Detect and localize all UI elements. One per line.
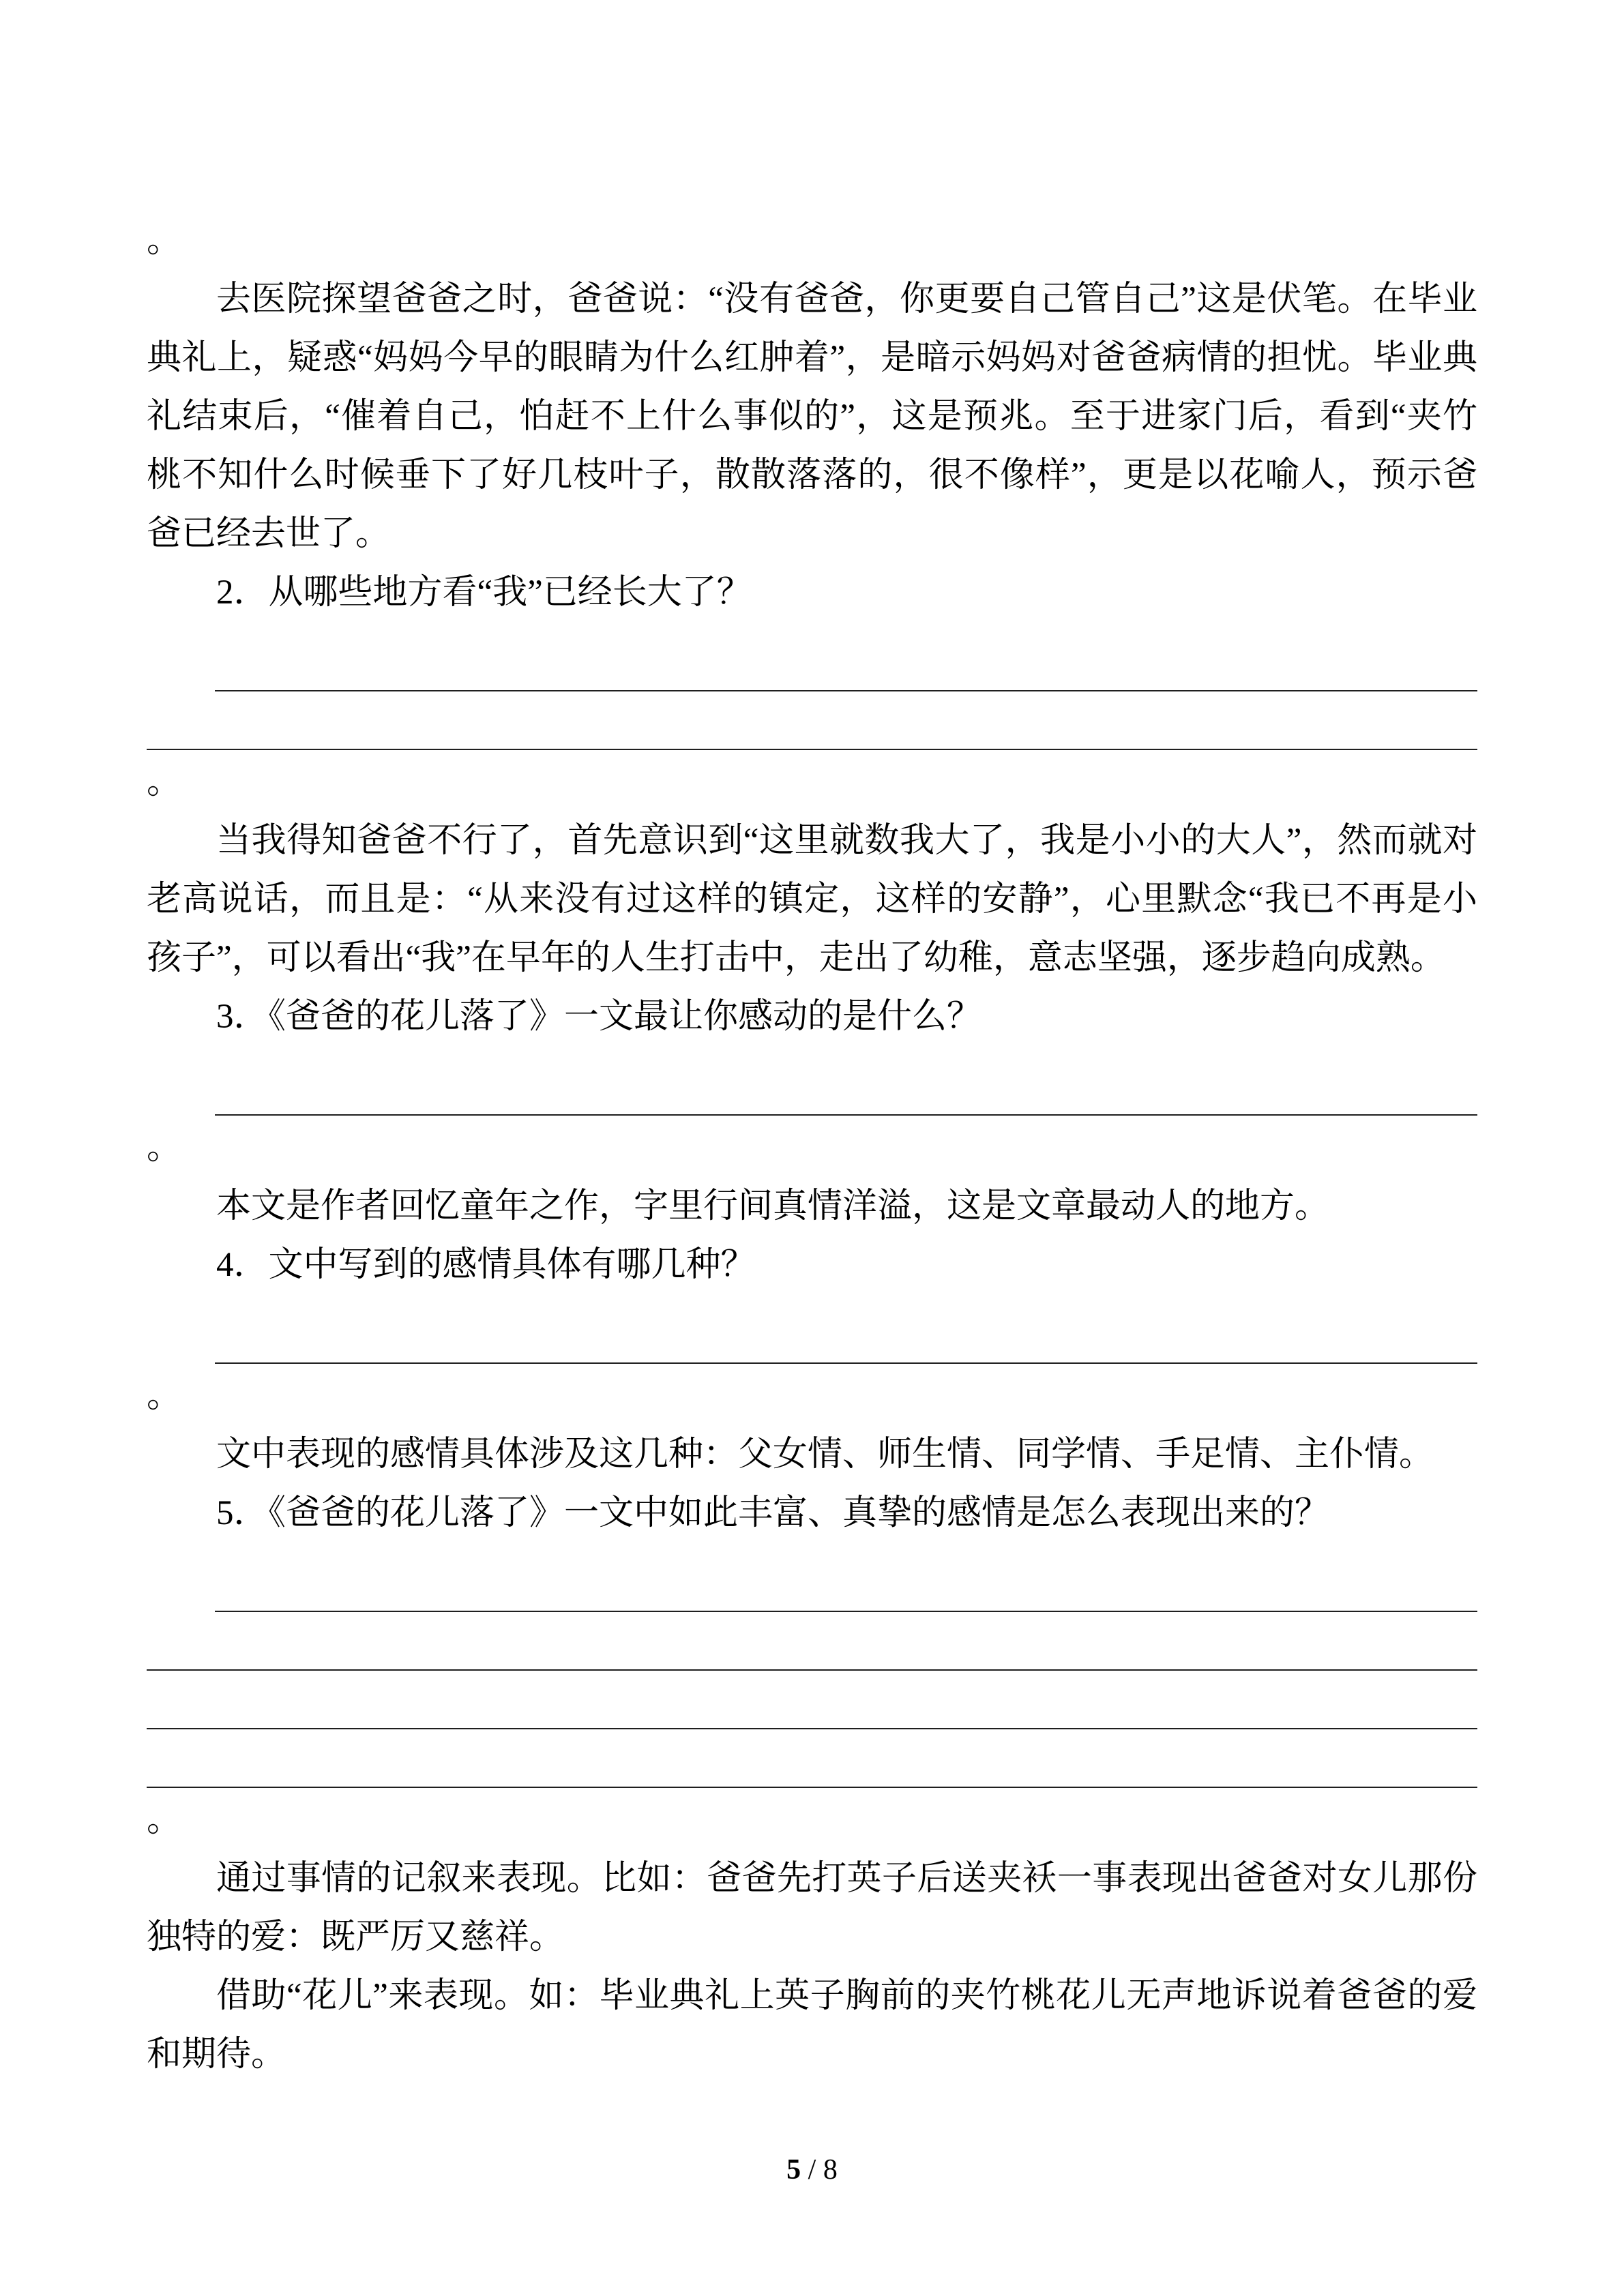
answer-line	[147, 1612, 1477, 1671]
question-5: 5．《爸爸的花儿落了》一文中如此丰富、真挚的感情是怎么表现出来的？	[216, 1494, 1330, 1532]
answer-line	[215, 1057, 1477, 1116]
answer-line	[215, 1305, 1477, 1364]
answer-paragraph-5b: 借助“花儿”来表现。如：毕业典礼上英子胸前的夹竹桃花儿无声地诉说着爸爸的爱和期待。	[147, 1977, 1477, 2074]
page-number-total: 8	[823, 2154, 838, 2186]
question-4: 4．文中写到的感情具体有哪几种？	[216, 1246, 756, 1284]
answer-paragraph-3: 本文是作者回忆童年之作，字里行间真情洋溢，这是文章最动人的地方。	[216, 1187, 1330, 1225]
question-2: 2．从哪些地方看“我”已经长大了？	[216, 573, 752, 612]
orphan-period: 。	[147, 1801, 182, 1839]
answer-paragraph-4: 文中表现的感情具体涉及这几种：父女情、师生情、同学情、手足情、主仆情。	[216, 1435, 1434, 1474]
answer-blank-group-q5	[147, 1553, 1477, 1788]
orphan-period: 。	[147, 763, 182, 801]
orphan-period: 。	[147, 1129, 182, 1167]
answer-blank-group-q2	[147, 633, 1477, 750]
answer-line	[147, 1729, 1477, 1788]
answer-paragraph-1: 去医院探望爸爸之时，爸爸说：“没有爸爸，你更要自己管自己”这是伏笔。在毕业典礼上，疑惑“妈妈今早的眼睛为什么红肿着”，是暗示妈妈对爸爸病情的担忧。毕业典礼结束后，“催着自己，怕赶不上什么事似的”，这是预兆。至于进家门后，看到“夹竹桃不知什么时候垂下了好几枝叶子，散散落落的，很不像样”，更是以花喻人，预示爸爸已经去世了。	[147, 280, 1477, 553]
answer-paragraph-5a: 通过事情的记叙来表现。比如：爸爸先打英子后送夹袄一事表现出爸爸对女儿那份独特的爱：既严厉又慈祥。	[147, 1860, 1477, 1956]
orphan-period: 。	[147, 222, 182, 260]
answer-blank-group-q3	[147, 1057, 1477, 1116]
answer-blank-group-q4	[147, 1305, 1477, 1364]
page-number-current: 5	[786, 2154, 801, 2186]
answer-line	[147, 1671, 1477, 1729]
orphan-period: 。	[147, 1377, 182, 1415]
question-3: 3．《爸爸的花儿落了》一文最让你感动的是什么？	[216, 998, 982, 1036]
answer-line	[147, 691, 1477, 750]
page-footer	[0, 2153, 1624, 2187]
answer-line	[215, 633, 1477, 691]
answer-line	[215, 1553, 1477, 1612]
page-number-separator: /	[801, 2154, 823, 2186]
answer-paragraph-2: 当我得知爸爸不行了，首先意识到“这里就数我大了，我是小小的大人”，然而就对老高说话，而且是：“从来没有过这样的镇定，这样的安静”，心里默念“我已不再是小孩子”，可以看出“我”在早年的人生打击中，走出了幼稚，意志坚强，逐步趋向成熟。	[147, 822, 1477, 977]
